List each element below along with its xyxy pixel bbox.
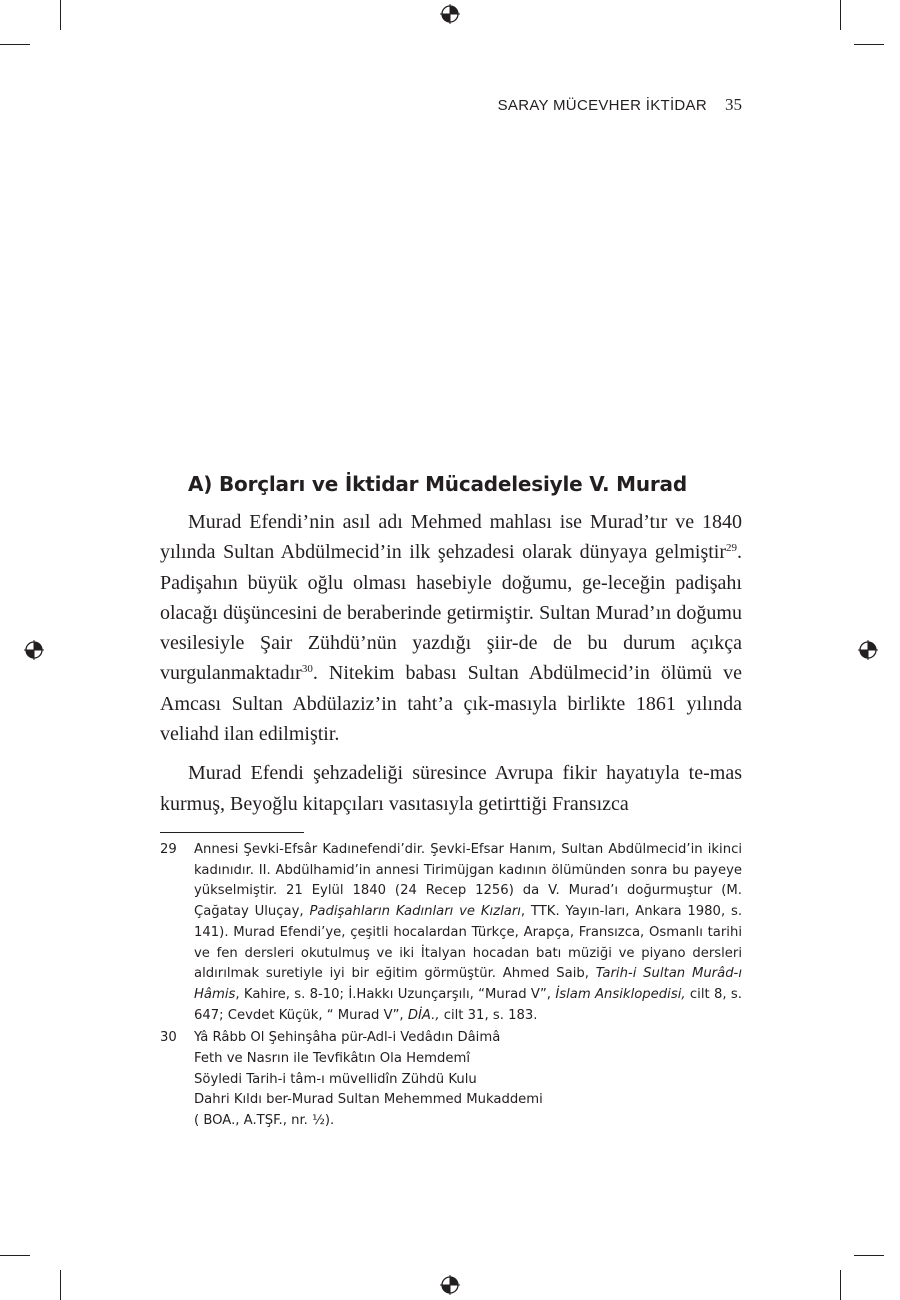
footnote-number: 30: [160, 1030, 177, 1046]
paragraph-text: . Nitekim babası Sultan Abdülmecid’in ölümü ve Amcası Sultan Abdülaziz’in taht’a çık-masıyla birlikte 1861 yılında veliahd ilan edilmiştir.: [160, 662, 742, 746]
footnote-ref-29[interactable]: 29: [726, 542, 737, 555]
registration-mark-icon: [858, 640, 878, 660]
crop-mark: [854, 1255, 884, 1256]
footnotes: [160, 840, 742, 1134]
verse-line: Feth ve Nasrın ile Tevfikâtın Ola Hemdemî: [194, 1051, 470, 1067]
body-text: [160, 507, 742, 819]
crop-mark: [0, 44, 30, 45]
footnote-text-part: cilt 31, s. 183.: [439, 1007, 538, 1023]
crop-mark: [840, 1270, 841, 1300]
crop-mark: [854, 44, 884, 45]
paragraph: [160, 758, 742, 819]
crop-mark: [0, 1255, 30, 1256]
registration-mark-icon: [440, 1275, 460, 1295]
footnote-ref-30[interactable]: 30: [301, 663, 313, 676]
footnote-text-part: Annesi Şevki-Efsâr Kadınefendi’dir. Şevki-Efsar Hanım, Sultan Abdülmecid’in ikinci kadınıdır. II. Abdülhamid’in annesi Tirimüjgan kadının ölümünden sonra bu payeye yükselmiştir. 21 Eylül 1840 (24 Recep 1256) da V. Murad’ı doğurmuştur (M. Çağatay Uluçay,: [194, 842, 742, 920]
footnote-text: [194, 840, 742, 1026]
verse-line: Söyledi Tarih-i tâm-ı müvellidîn Zühdü Kulu: [194, 1071, 477, 1087]
citation-title: Tarih-i Sultan Murâd-ı Hâmis: [194, 966, 742, 1002]
citation-title: İslam Ansiklopedisi,: [555, 986, 686, 1002]
footnote-number: 29: [160, 842, 177, 857]
page-number: 35: [725, 95, 742, 114]
paragraph-text: . Padişahın büyük oğlu olması hasebiyle doğumu, ge-leceğin padişahı olacağı düşüncesini de beraberinde getirmiştir. Sultan Murad’ın doğumu vesilesiyle Şair Zühdü’nün yazdığı şiir-de de bu durum açıkça vurgulanmaktadır: [160, 541, 742, 685]
paragraph-text: Murad Efendi şehzadeliği süresince Avrupa fikir hayatıyla te-mas kurmuş, Beyoğlu kitapçıları vasıtasıyla getirttiği Fransızca: [160, 762, 742, 815]
registration-mark-icon: [440, 4, 460, 24]
running-head-title: SARAY MÜCEVHER İKTİDAR: [497, 97, 707, 114]
crop-mark: [840, 0, 841, 30]
footnote-verse: [194, 1028, 742, 1132]
verse-line: ( BOA., A.TŞF., nr. ½).: [194, 1113, 335, 1129]
crop-mark: [60, 1270, 61, 1300]
footnote-text-part: cilt 8, s. 647; Cevdet Küçük, “ Murad V”,: [194, 986, 742, 1023]
section-heading: A) Borçları ve İktidar Mücadelesiyle V. Murad: [188, 472, 687, 496]
footnote-text-part: , TTK. Yayın-ları, Ankara 1980, s. 141). Murad Efendi’ye, çeşitli hocalardan Türkçe, Arapça, Fransızca, Osmanlı tarihi ve fen dersleri okutulmuş ve iki İtalyan hocadan batı müziği ve piyano dersleri aldırılmak suretiyle iyi bir eğitim görmüştür. Ahmed Saib,: [194, 904, 743, 982]
registration-mark-icon: [24, 640, 44, 660]
footnote-separator: [160, 832, 304, 833]
citation-title: DİA.,: [407, 1007, 440, 1023]
paragraph: [160, 507, 742, 749]
footnote-30: [160, 1028, 742, 1132]
verse-line: Yâ Râbb Ol Şehinşâha pür-Adl-i Vedâdın Dâimâ: [194, 1030, 501, 1046]
footnote-29: [160, 840, 742, 1026]
citation-title: Padişahların Kadınları ve Kızları: [309, 904, 521, 920]
footnote-text-part: , Kahire, s. 8-10; İ.Hakkı Uzunçarşılı, “Murad V”,: [235, 986, 556, 1002]
running-head: [420, 95, 742, 115]
crop-mark: [60, 0, 61, 30]
paragraph-text: Murad Efendi’nin asıl adı Mehmed mahlası ise Murad’tır ve 1840 yılında Sultan Abdülmecid’in ilk şehzadesi olarak dünyaya gelmiştir: [160, 511, 742, 564]
verse-line: Dahri Kıldı ber-Murad Sultan Mehemmed Mukaddemi: [194, 1092, 543, 1108]
